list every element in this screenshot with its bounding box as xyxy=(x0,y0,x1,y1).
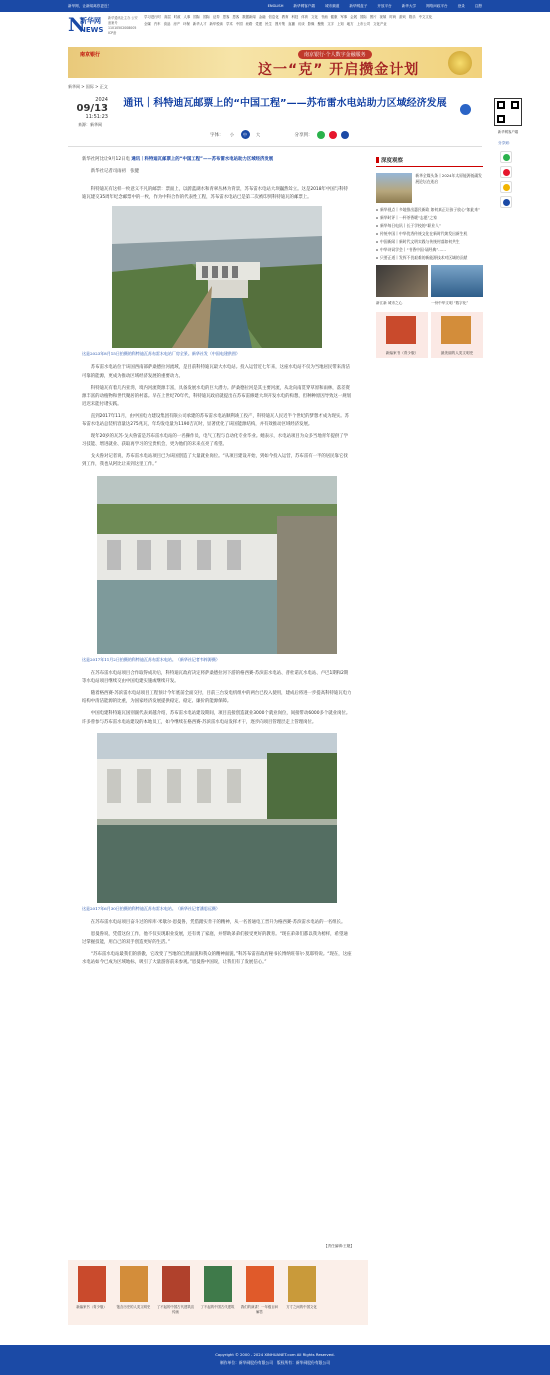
top-bar xyxy=(0,0,550,12)
sidebar-pic[interactable] xyxy=(431,265,483,297)
audio-play-icon[interactable] xyxy=(460,104,471,115)
date-time: 11:51:23 xyxy=(85,114,108,120)
book-card[interactable] xyxy=(72,1266,111,1319)
book-title: 最美丽的人类文明史 xyxy=(440,351,474,355)
date-monthday: 09/13 xyxy=(76,103,108,114)
link-icon[interactable] xyxy=(500,196,512,208)
sidebar-list-item[interactable]: 传统中国丨中华优秀传统文化在新时代焕发出新生机 xyxy=(376,231,483,237)
share-label: 分享到： xyxy=(294,132,313,138)
book-title: 新编家书（青少版） xyxy=(385,351,419,355)
feature-image xyxy=(376,173,412,203)
article-paragraph: 科特迪瓦有着几内亚湾，境内河流资源丰富，具备发展水电的巨大潜力。萨桑德拉河是其主要河流，从北向南贯穿草原和雨林，落差资源丰富的动植物和世代聚居的村落。早在上世纪70年代，科特迪瓦政府就提出在苏布雷修建大坝开发水电的构想，但种种原因导致这一规划迟迟未能付诸实践。 xyxy=(82,385,352,408)
channel-link[interactable]: 书画 xyxy=(320,15,328,19)
channel-link[interactable]: 信息化 xyxy=(268,15,279,19)
channel-link[interactable]: 环保 xyxy=(183,22,190,26)
channel-link[interactable]: 上市公司 xyxy=(356,22,371,26)
license-text: 新华通讯社主办 公安备案号 11010502008005 ICP备 xyxy=(108,16,138,35)
article-paragraph: 现年20岁的瓦苏·戈夫鲁雷是苏布雷水电站的一名操作员，电气工程与自动化专业毕业。她表示，水电站项目为众多当地青年提供了学习技能、增进就业、获取再学习的宝贵机会，更为他们的未来点亮了希望。 xyxy=(82,434,349,448)
channel-link[interactable]: 房产 xyxy=(173,22,181,26)
qr-label: 新华网客户端 xyxy=(497,130,519,134)
channel-link[interactable]: 食品 xyxy=(163,22,171,26)
welcome-text: 新华网，让新闻离你更近！ xyxy=(68,3,112,8)
sidebar-pic[interactable] xyxy=(376,265,428,297)
dam-aerial-photo xyxy=(112,206,322,348)
channel-link[interactable]: 金融 xyxy=(258,15,266,19)
qr-code xyxy=(494,98,522,126)
book-cover xyxy=(288,1266,316,1302)
breadcrumb[interactable]: 新华网 > 国际 > 正文 xyxy=(68,84,108,89)
top-nav-politics[interactable]: 网络问政平台 xyxy=(426,3,448,8)
top-nav-client[interactable]: 新华网客户端 xyxy=(293,3,315,8)
channel-link[interactable]: 影像 xyxy=(307,22,315,26)
book-card[interactable] xyxy=(282,1266,321,1319)
footer-credits: 制作单位：新华网股份有限公司 版权所有：新华网股份有限公司 xyxy=(219,1360,331,1365)
link-share-icon[interactable] xyxy=(341,131,349,139)
logo-en: NEWS xyxy=(80,26,104,34)
font-small-button[interactable]: 小 xyxy=(230,132,234,137)
book-title: 了不起的中国古代建筑 xyxy=(200,1305,235,1309)
channel-row xyxy=(144,14,482,21)
sidebar-list-item[interactable]: 新华每日电讯丨长于学校的“职业人” xyxy=(376,223,483,229)
book-cover xyxy=(441,316,471,344)
channel-link[interactable]: 国际 xyxy=(193,15,201,19)
lead-title: 通讯｜科特迪瓦邮票上的“中国工程”——苏布雷水电站助力区域经济发展 xyxy=(131,157,274,162)
article-paragraph: 恩曼鲁说，凭借这份工作，他不仅实现职业发展，还有勇了家庭，并帮助弟弟们接受更好的教育。“现在弟弟们都以我为榜样，希望通过掌握技能，用自己的双手创造更好的生活。” xyxy=(82,931,348,946)
book-card[interactable] xyxy=(156,1266,195,1319)
site-footer xyxy=(0,1345,550,1375)
channel-link[interactable]: 图片集 xyxy=(274,22,286,26)
article-paragraph: 在苏布雷水电站项目奋斗过的库库·米歇尔·恩曼鲁，凭借踏实肯干的精神，从一名普通电工晋升为格西赛-苏滨雷水电站的一名组长。 xyxy=(90,920,346,926)
weibo-share-icon[interactable] xyxy=(329,131,337,139)
sidebar-list-item[interactable]: 新华视点丨多地推出惠民新政 如何真正让孩子放心“如此来” xyxy=(376,207,483,213)
book-card[interactable] xyxy=(376,312,428,358)
channel-link[interactable]: 学习进行时 xyxy=(144,15,161,19)
book-title: 饱含历史的人类文明史 xyxy=(116,1305,151,1309)
channel-link[interactable]: 上知 xyxy=(337,22,344,26)
sidebar-list-item[interactable]: 只要正道丨发挥不畏艰难的新能源技术对区域的贡献 xyxy=(376,255,483,261)
font-medium-button[interactable]: 中 xyxy=(241,130,250,139)
channel-link[interactable]: 游戏 xyxy=(399,15,406,19)
channel-link[interactable]: 高层 xyxy=(163,15,171,19)
article-lead: 新华社阿比让9月12日电 通讯｜科特迪瓦邮票上的“中国工程”——苏布雷水电站助力区域经济发展 xyxy=(82,157,274,162)
channel-link[interactable]: 时政 xyxy=(173,15,181,19)
article-paragraph: 随着格西赛-苏滨雷水电站项目工程预计今年底前全面交付，目前三台发电机组中的两台已投入使用，建成后将进一步提高科特迪瓦电力结构中清洁能源的比重，为国家经济发展提供稳定、稳定、廉价的能源保障。 xyxy=(82,691,352,705)
sidebar-list-item[interactable]: 中国新闻丨新时代文明实践与传统村落如何共生 xyxy=(376,239,483,245)
article-paragraph: 在苏布雷水电站项目合作取得成功后，科特迪瓦政府决定将萨桑德拉河下游的格西赛-苏滨雷水电站、普杜诺瓦水电站、卢巴1期和2期等水电站项目继续交由中国电建实施或继续开发。 xyxy=(82,671,349,685)
top-nav-box[interactable]: 新华网盒子 xyxy=(349,3,368,8)
channel-link[interactable]: 思客 xyxy=(222,15,230,19)
article-paragraph: 科特迪瓦有这样一枚意义不凡的邮票：票面上，以蔚蓝湖水和青翠丛林为背景，苏布雷水电站大坝巍然耸立。这是2018年中国与科特迪瓦建交35周年纪念邮票中的一枚，作为中科合作的代表性工程，苏布雷水电站已是第二次被印到科特迪瓦的邮票上。 xyxy=(82,187,348,201)
sidebar-list-item[interactable]: 中华诗词学会丨“书香中国·诵经典”…… xyxy=(376,247,483,253)
channel-link[interactable]: 人事 xyxy=(183,15,191,19)
channel-link[interactable]: 直播 xyxy=(288,22,295,26)
register-link[interactable]: 注册 xyxy=(474,3,482,8)
channel-link[interactable]: 国际 xyxy=(203,15,210,19)
qzone-icon[interactable] xyxy=(500,181,512,193)
channel-link[interactable]: 证券 xyxy=(212,15,220,19)
logo-cn: 新华网 xyxy=(80,17,101,25)
channel-link[interactable]: 军事 xyxy=(340,15,348,19)
channel-link[interactable]: 体育 xyxy=(301,15,309,19)
book-title: 方寸之间的中国文化 xyxy=(286,1305,317,1309)
article-source: 来源：新华网 xyxy=(78,122,102,127)
sidebar-heading: 深度观察 xyxy=(376,156,483,167)
channel-link[interactable]: 学术 xyxy=(226,22,233,26)
article-body xyxy=(82,156,352,971)
heading-bar-icon xyxy=(376,157,379,163)
bottom-books xyxy=(68,1260,368,1325)
book-title: 新编家书（青少版） xyxy=(76,1305,107,1309)
site-header xyxy=(68,14,482,42)
channel-link[interactable]: 新华悦读 xyxy=(209,22,224,26)
top-nav-open[interactable]: 开放平台 xyxy=(377,3,392,8)
book-cover xyxy=(162,1266,190,1302)
ad-banner[interactable] xyxy=(68,47,482,78)
wechat-share-icon[interactable] xyxy=(317,131,325,139)
channel-link[interactable]: 思客 xyxy=(232,15,240,19)
font-size-label: 字体： xyxy=(210,132,224,138)
date-year: 2024 xyxy=(95,97,108,103)
feature-text: 新华全媒头条丨2024年太原能源低碳发展论坛在连启 xyxy=(415,173,482,184)
article-paragraph: 直到2017年11月，由中国电力建设集团有限公司承建的苏布雷水电站顺利竣工投产，科特迪瓦人民近半个世纪的梦想才成为现实。苏布雷水电站总装机容量达275兆瓦，年均发电量为1190吉瓦时，显著优化了该国能源结构，并有效推动区域经济发展。 xyxy=(82,413,350,428)
sidebar-feature[interactable] xyxy=(376,173,483,203)
book-card[interactable] xyxy=(114,1266,153,1319)
weibo-icon[interactable] xyxy=(500,166,512,178)
book-cover xyxy=(204,1266,232,1302)
sidebar-books xyxy=(376,312,483,358)
sidebar-list xyxy=(376,207,483,261)
publish-date xyxy=(68,97,108,128)
channel-link[interactable]: 科技 xyxy=(291,15,299,19)
channel-link[interactable]: 民生 xyxy=(265,22,272,26)
book-cover xyxy=(386,316,416,344)
wechat-icon[interactable] xyxy=(500,151,512,163)
top-nav-english[interactable]: ENGLISH xyxy=(267,3,284,8)
book-card[interactable] xyxy=(240,1266,279,1319)
photo-caption: 这是2017年6月30日拍摄的科特迪瓦苏布雷水电站。（新华社记者潘思远摄） xyxy=(82,905,220,911)
channel-link[interactable]: 教育 xyxy=(281,15,289,19)
font-large-button[interactable]: 大 xyxy=(256,132,260,137)
channel-link[interactable]: 聚焦 xyxy=(317,22,325,26)
editor-credit: 【责任编辑:王婕】 xyxy=(324,1244,354,1248)
page-title: 通讯｜科特迪瓦邮票上的“中国工程”——苏布雷水电站助力区域经济发展 xyxy=(123,98,447,109)
channel-link[interactable]: 全媒 xyxy=(144,22,151,26)
login-link[interactable]: 登录 xyxy=(457,3,465,8)
article-author: 新华社记者司雨初 张健 xyxy=(90,168,140,174)
footer-copyright: Copyright © 2000 - 2024 XINHUANET.com All Rights Reserved. xyxy=(215,1352,335,1357)
channel-link[interactable]: 数据新闻 xyxy=(242,15,256,19)
channel-link[interactable]: 党建 xyxy=(255,22,263,26)
sidebar xyxy=(376,156,483,358)
side-share-label: 分享到： xyxy=(498,141,513,145)
book-cover xyxy=(120,1266,148,1302)
channel-link[interactable]: 文字 xyxy=(327,22,335,26)
channel-link[interactable]: 访谈 xyxy=(297,22,305,26)
channel-nav xyxy=(140,14,482,42)
pic-caption: 新江新 城市之心 xyxy=(376,301,403,305)
channel-link[interactable]: 中文文化 xyxy=(418,15,433,19)
photo-caption: 这是2023年8月15日拍摄的科特迪瓦苏布雷水电站厂房全景。新华社发（中国电建供图） xyxy=(82,351,240,357)
channel-link[interactable]: 地方 xyxy=(346,22,354,26)
banner-bank: 南京银行 xyxy=(80,52,101,58)
channel-link[interactable]: 文化产业 xyxy=(373,22,387,26)
book-card[interactable] xyxy=(198,1266,237,1319)
channel-link[interactable]: 图片 xyxy=(369,15,377,19)
book-cover xyxy=(78,1266,106,1302)
channel-link[interactable]: 文化 xyxy=(311,15,318,19)
banner-slogan: 这一“克” 开启攒金计划 xyxy=(258,62,420,78)
top-nav-college[interactable]: 新华大学 xyxy=(401,3,417,8)
channel-link[interactable]: 健康 xyxy=(330,15,338,19)
sidebar-list-item[interactable]: 新华时评丨一杯茶香暖“志愿”之家 xyxy=(376,215,483,221)
channel-row xyxy=(144,21,482,28)
article-paragraph: 中国电建科特迪瓦国别副代表刘越介绍，苏布雷水电站建设期间，项目直接创造就业3000个就业岗位，间接带动6000多个就业岗位。许多曾参与苏布雷水电站建设的本地员工，如今继续在格西赛-苏滨雷水电站发挥才干，逐步向项目管理层走上管理岗位。 xyxy=(82,711,351,725)
channel-link[interactable]: 汽车 xyxy=(153,22,161,26)
photo-caption: 这是2017年11月2日拍摄的科特迪瓦苏布雷水电站。（新华社记者韦梓源摄） xyxy=(82,656,220,662)
banner-sub: 南京银行·个人数字金融服务 xyxy=(298,50,372,59)
site-logo[interactable]: N 新华网 NEWS xyxy=(68,14,104,36)
channel-link[interactable]: 中国 xyxy=(235,22,243,26)
channel-link[interactable]: 视频 xyxy=(379,15,387,19)
book-card[interactable] xyxy=(431,312,483,358)
article-paragraph: 苏布雷水电站位于该国西南部萨桑德拉河流域，是目前科特迪瓦最大水电站。投入运营近七年来，这座水电站不仅为当地居民带来清洁可靠的能源，更成为推动区域经济发展的重要动力。 xyxy=(82,365,350,379)
powerhouse-photo xyxy=(97,476,337,654)
channel-link[interactable]: 新华人才 xyxy=(192,22,207,26)
gold-coin-icon xyxy=(448,51,472,75)
channel-link[interactable]: 娱乐 xyxy=(408,15,416,19)
channel-link[interactable]: 国际 xyxy=(359,15,367,19)
article-tools xyxy=(210,130,470,139)
book-cover xyxy=(246,1266,274,1302)
article-paragraph: “苏布雷水电站最我们的骄傲，它改变了当地的自然面貌和我众的精神面貌。”科苏布雷省政府秘书长博纳旺蒂尔·莫耶特说。“现在，这座水电站如今已成为区域地标，吸引了大量游客前来参观。”恩曼鲁中国说，让我们有了发展信心。” xyxy=(82,952,352,966)
channel-link[interactable]: 会展 xyxy=(350,15,357,19)
book-title: 了不起的中国古代建筑宣传画 xyxy=(156,1305,195,1314)
pic-caption: 一份中华文明 “数字化” xyxy=(431,301,469,305)
channel-link[interactable]: 丝路 xyxy=(245,22,253,26)
sidebar-pics xyxy=(376,265,483,297)
divider xyxy=(68,146,482,147)
top-nav-city[interactable]: 城市频道 xyxy=(324,3,340,8)
book-title: 我们的演讲！一年级百问解答 xyxy=(240,1305,279,1314)
article-paragraph: 戈夫鲁对记者说，苏布雷水电站项目已为该国创造了大量就业岗位。“从项目建设开始，到如今投入运营，苏布雷有一半的居民靠它找到工作，我也从阿比让来到这里工作。” xyxy=(82,454,348,468)
channel-link[interactable]: 时尚 xyxy=(389,15,397,19)
station-photo xyxy=(97,733,337,903)
top-nav xyxy=(268,4,482,9)
